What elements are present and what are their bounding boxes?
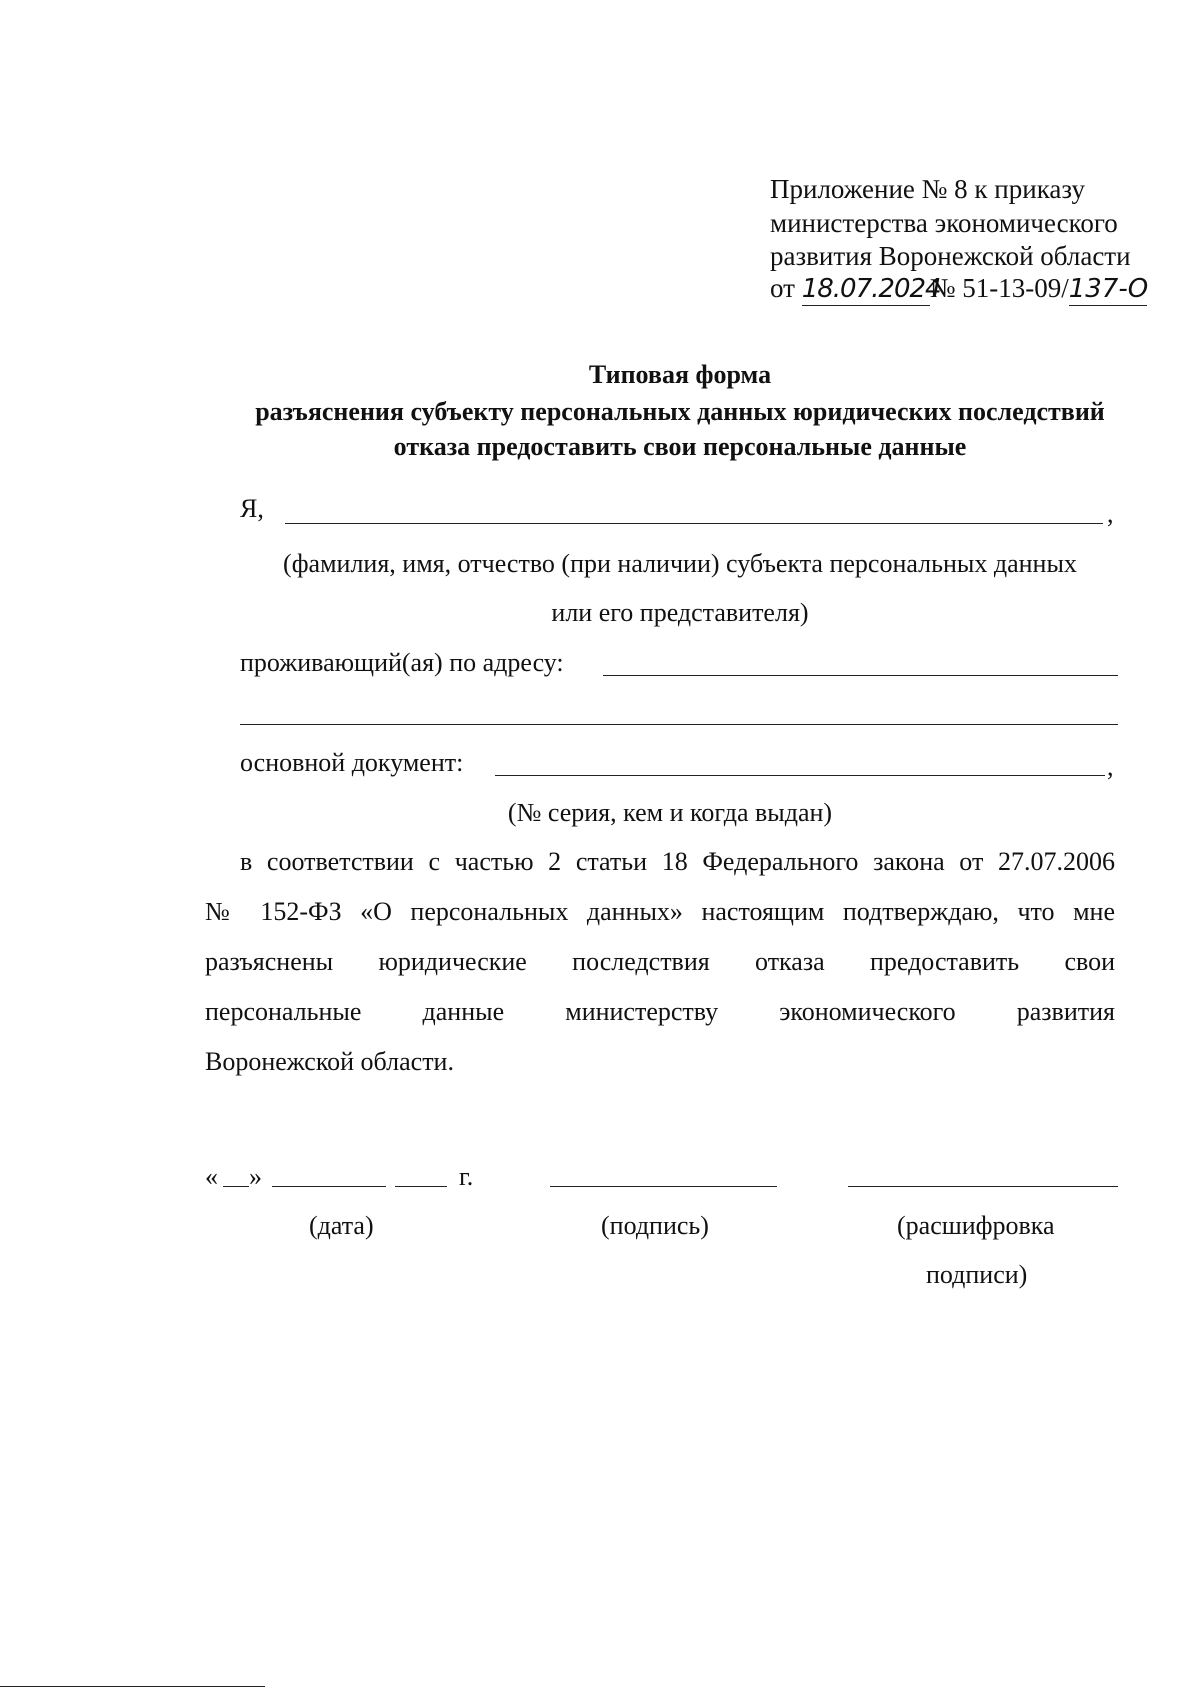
form-i-label: Я, [240,494,264,523]
body-word: данные [422,997,505,1026]
body-line-1: в соответствии с частью 2 статьи 18 Федерального закона от 27.07.2006 [240,847,1115,876]
document-label: основной документ: [240,748,464,777]
scan-edge-line [0,1686,265,1687]
body-word: юридические [378,947,527,976]
body-word: свои [1064,947,1115,976]
title-line-2: разъяснения субъекту персональных данных юридических последствий [255,397,1105,426]
fio-hint-line-1: (фамилия, имя, отчество (при наличии) субъекта персональных данных [283,549,1077,578]
appendix-line-2: министерства экономического [770,208,1118,238]
decoding-label-line-2: подписи) [926,1260,1028,1289]
title-line-1: Типовая форма [588,360,772,389]
appendix-number-prefix: № 51-13-09/ [929,273,1069,303]
body-word: последствия [572,947,710,976]
body-word: разъяснены [205,947,334,976]
body-word: предоставить [869,947,1020,976]
appendix-handwritten-date: 18.07.2024 [801,274,941,304]
signature-underline [550,1186,777,1187]
signature-label: (подпись) [601,1211,709,1240]
date-label: (дата) [309,1211,374,1240]
appendix-line-4 [770,272,1147,306]
body-word: развития [1016,997,1115,1026]
date-year-underline [395,1186,447,1187]
appendix-handwritten-number: 137-О [1068,274,1149,304]
year-suffix: г. [459,1162,474,1191]
appendix-from-label: от [770,273,795,303]
title-line-3: отказа предоставить свои персональные данные [393,432,967,461]
body-line-5: Воронежской области. [205,1047,454,1076]
address-underline-2 [240,724,1118,725]
body-word: экономического [779,997,956,1026]
date-month-underline [272,1186,386,1187]
body-line-2: № 152-ФЗ «О персональных данных» настоящим подтверждаю, что мне [205,897,1115,926]
decoding-underline [848,1186,1118,1187]
body-word: персональные [205,997,362,1026]
date-open-quote: « [205,1162,218,1191]
date-day-underline [223,1186,249,1187]
body-line-3 [205,947,1115,977]
address-underline-1 [603,675,1118,676]
fio-comma: , [1107,499,1114,528]
date-close-quote: » [249,1162,262,1191]
fio-hint-line-2: или его представителя) [551,598,809,627]
document-underline [495,775,1105,776]
appendix-line-1: Приложение № 8 к приказу [770,174,1085,204]
fio-underline [285,523,1103,524]
document-comma: , [1107,752,1114,781]
address-label: проживающий(ая) по адресу: [240,648,564,677]
body-line-4 [205,997,1115,1027]
body-word: министерству [565,997,719,1026]
appendix-line-3: развития Воронежской области [770,241,1131,271]
body-word: отказа [755,947,825,976]
document-hint: (№ серия, кем и когда выдан) [507,798,833,827]
decoding-label-line-1: (расшифровка [897,1211,1055,1240]
